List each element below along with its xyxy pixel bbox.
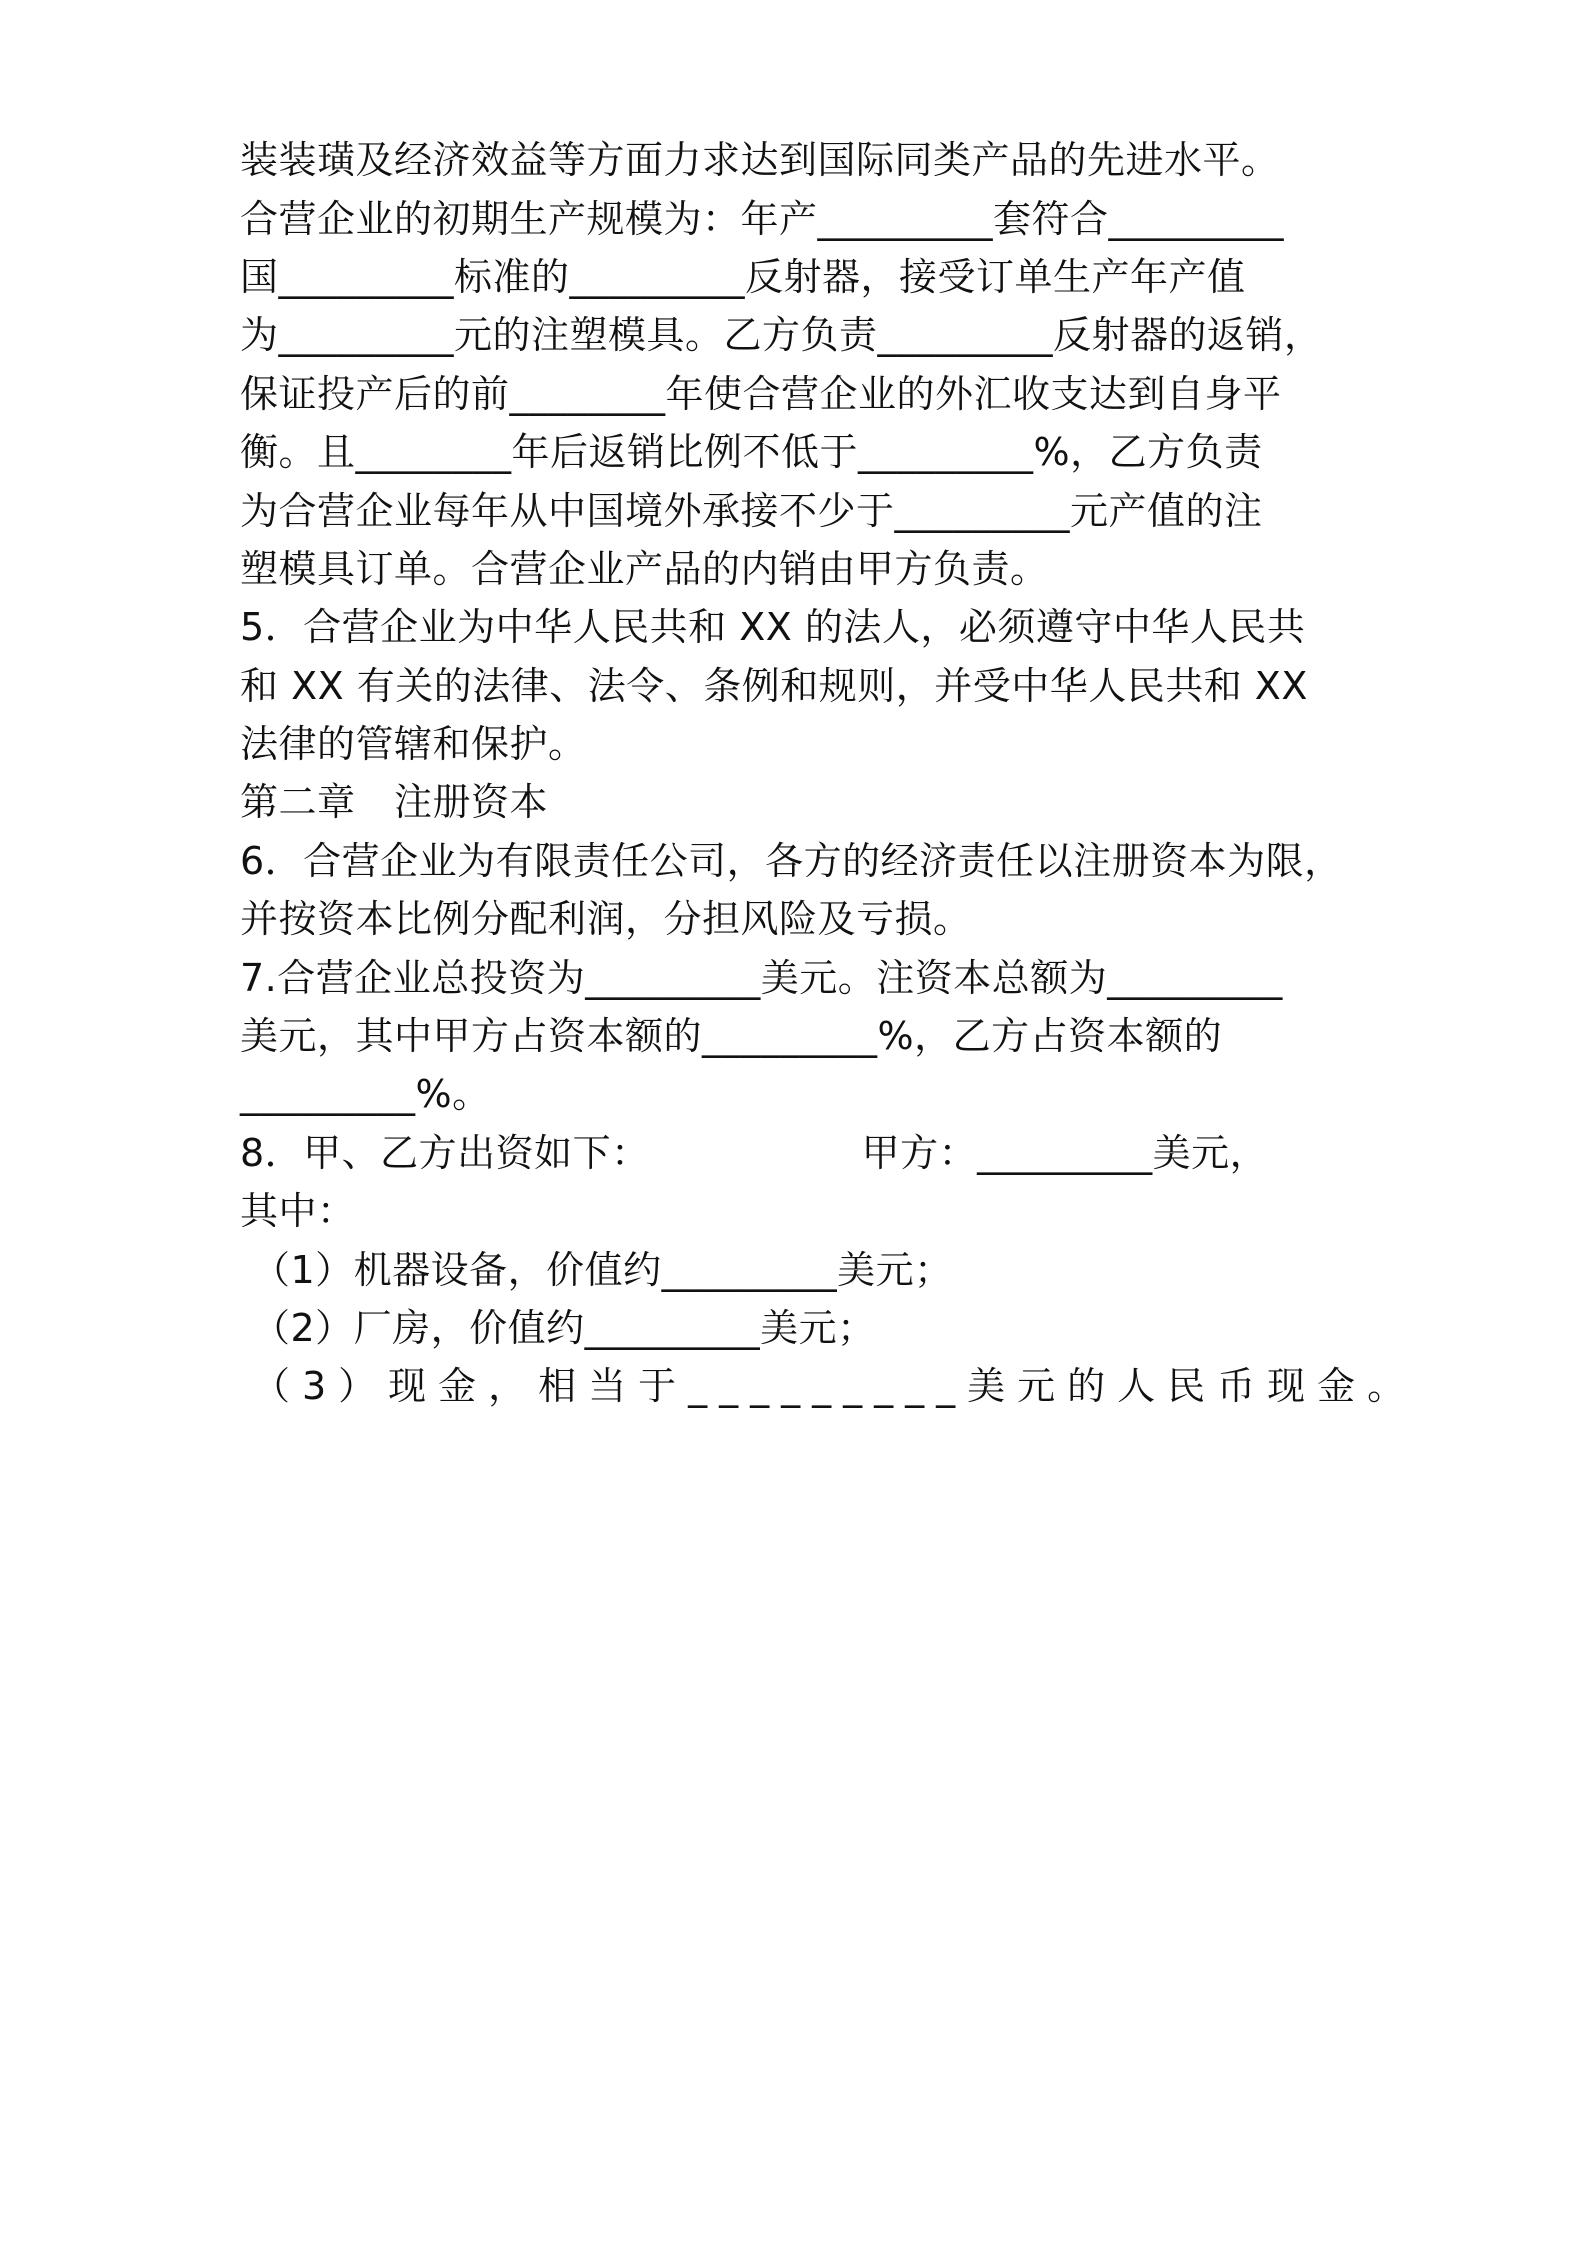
text-line-14: 并按资本比例分配利润，分担风险及亏损。 [240, 897, 972, 941]
text-line-19: 其中： [240, 1189, 356, 1233]
text-line-13: 6．合营企业为有限责任公司，各方的经济责任以注册资本为限， [240, 839, 1343, 883]
text-line-20: （1）机器设备，价值约_________美元； [252, 1248, 953, 1292]
text-line-7: 为合营企业每年从中国境外承接不少于_________元产值的注 [240, 489, 1263, 533]
text-line-21: （2）厂房，价值约_________美元； [252, 1306, 876, 1350]
text-line-4: 为_________元的注塑模具。乙方负责_________反射器的返销， [240, 313, 1323, 357]
text-line-17: _________%。 [240, 1072, 491, 1116]
chapter-heading: 第二章 注册资本 [240, 780, 549, 824]
text-line-18: 8．甲、乙方出资如下： 甲方：_________美元， [240, 1131, 1269, 1175]
text-line-8: 塑模具订单。合营企业产品的内销由甲方负责。 [240, 547, 1049, 591]
text-line-2: 合营企业的初期生产规模为：年产_________套符合_________ [240, 197, 1285, 241]
text-line-16: 美元，其中甲方占资本额的_________%，乙方占资本额的 [240, 1014, 1223, 1058]
text-line-5: 保证投产后的前________年使合营企业的外汇收支达到自身平 [240, 372, 1282, 416]
text-line-15: 7.合营企业总投资为_________美元。注资本总额为_________ [240, 956, 1283, 1000]
text-line-1: 装装璜及经济效益等方面力求达到国际同类产品的先进水平。 [240, 138, 1280, 182]
text-line-11: 法律的管辖和保护。 [240, 722, 587, 766]
text-line-9: 5．合营企业为中华人民共和 XX 的法人，必须遵守中华人民共 [240, 605, 1306, 649]
text-line-6: 衡。且________年后返销比例不低于_________%，乙方负责 [240, 430, 1263, 474]
text-line-3: 国_________标准的_________反射器，接受订单生产年产值 [240, 255, 1246, 299]
text-line-10: 和 XX 有关的法律、法令、条例和规则，并受中华人民共和 XX [240, 664, 1308, 708]
text-line-22: （3）现金，相当于_________美元的人民币现金。 [252, 1364, 1418, 1408]
